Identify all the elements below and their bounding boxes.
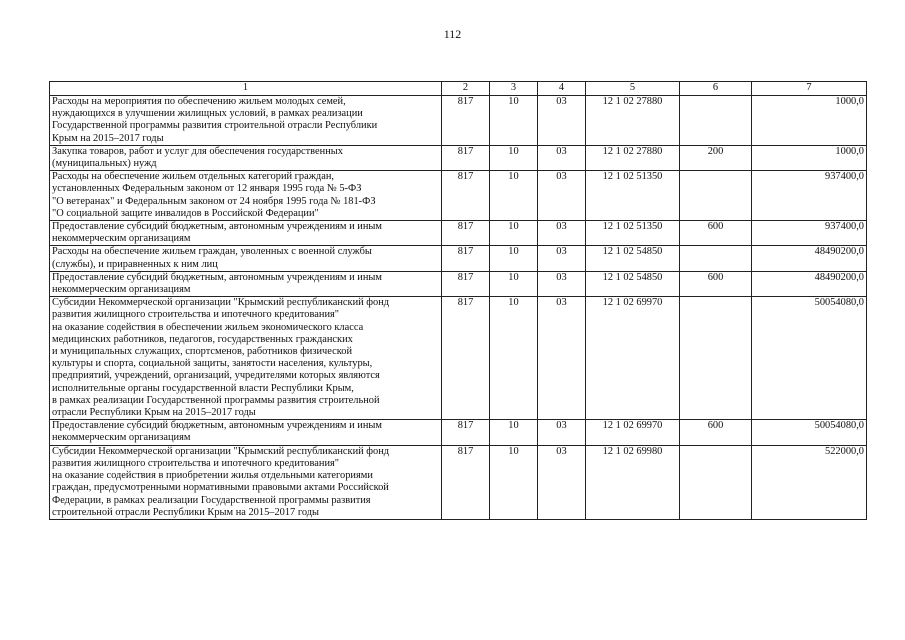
table-row xyxy=(50,221,867,246)
row-vr: 600 xyxy=(680,420,752,445)
row-csr: 12 1 02 69970 xyxy=(586,420,680,445)
row-sum: 50054080,0 xyxy=(752,420,867,445)
table-row xyxy=(50,96,867,146)
row-pr: 03 xyxy=(538,145,586,170)
row-rz: 10 xyxy=(490,145,538,170)
budget-table xyxy=(49,81,867,520)
header-col-1: 1 xyxy=(50,82,442,96)
row-grbs: 817 xyxy=(442,246,490,271)
row-name: Закупка товаров, работ и услуг для обеспечения государственных (муниципальных) нужд xyxy=(50,145,442,170)
row-sum: 48490200,0 xyxy=(752,271,867,296)
row-grbs: 817 xyxy=(442,96,490,146)
row-pr: 03 xyxy=(538,271,586,296)
row-grbs: 817 xyxy=(442,297,490,420)
row-sum: 1000,0 xyxy=(752,96,867,146)
row-rz: 10 xyxy=(490,171,538,221)
header-col-3: 3 xyxy=(490,82,538,96)
row-pr: 03 xyxy=(538,420,586,445)
row-vr: 600 xyxy=(680,271,752,296)
row-sum: 50054080,0 xyxy=(752,297,867,420)
row-pr: 03 xyxy=(538,221,586,246)
row-csr: 12 1 02 69970 xyxy=(586,297,680,420)
table-row xyxy=(50,171,867,221)
header-col-7: 7 xyxy=(752,82,867,96)
row-grbs: 817 xyxy=(442,420,490,445)
row-rz: 10 xyxy=(490,445,538,519)
header-col-5: 5 xyxy=(586,82,680,96)
row-sum: 1000,0 xyxy=(752,145,867,170)
row-sum: 522000,0 xyxy=(752,445,867,519)
row-pr: 03 xyxy=(538,96,586,146)
table-row xyxy=(50,271,867,296)
row-csr: 12 1 02 51350 xyxy=(586,171,680,221)
row-grbs: 817 xyxy=(442,445,490,519)
row-rz: 10 xyxy=(490,221,538,246)
row-rz: 10 xyxy=(490,271,538,296)
row-sum: 937400,0 xyxy=(752,221,867,246)
row-grbs: 817 xyxy=(442,171,490,221)
row-sum: 937400,0 xyxy=(752,171,867,221)
row-name: Расходы на обеспечение жильем граждан, уволенных с военной службы (службы), и приравненных к ним лиц xyxy=(50,246,442,271)
table-row xyxy=(50,420,867,445)
row-grbs: 817 xyxy=(442,221,490,246)
row-csr: 12 1 02 27880 xyxy=(586,96,680,146)
row-vr: 600 xyxy=(680,221,752,246)
row-name: Расходы на мероприятия по обеспечению жильем молодых семей, нуждающихся в улучшении жилищных условий, в рамках реализации Государственной программы развития строительной отрасли Республики Крым на 2015–2017 годы xyxy=(50,96,442,146)
row-name: Субсидии Некоммерческой организации "Крымский республиканский фонд развития жилищного строительства и ипотечного кредитования" на оказание содействия в обеспечении жильем экономического класса медицинских работников, педагогов, государственных гражданских и муниципальных служащих, спортсменов, работников физической культуры и спорта, социальной защиты, занятости населения, культуры, предприятий, учреждений, организаций, учредителями которых являются исполнительные органы государственной власти Республики Крым, в рамках реализации Государственной программы развития строительной отрасли Республики Крым на 2015–2017 годы xyxy=(50,297,442,420)
row-csr: 12 1 02 54850 xyxy=(586,246,680,271)
row-pr: 03 xyxy=(538,171,586,221)
table-row xyxy=(50,145,867,170)
table-row xyxy=(50,246,867,271)
row-pr: 03 xyxy=(538,297,586,420)
row-csr: 12 1 02 54850 xyxy=(586,271,680,296)
row-rz: 10 xyxy=(490,246,538,271)
table-row xyxy=(50,445,867,519)
row-csr: 12 1 02 69980 xyxy=(586,445,680,519)
header-row xyxy=(50,82,867,96)
row-name: Субсидии Некоммерческой организации "Крымский республиканский фонд развития жилищного строительства и ипотечного кредитования" на оказание содействия в приобретении жилья отдельными категориями граждан, предусмотренными нормативными правовыми актами Российской Федерации, в рамках реализации Государственной программы развития строительной отрасли Республики Крым на 2015–2017 годы xyxy=(50,445,442,519)
table-row xyxy=(50,297,867,420)
header-col-6: 6 xyxy=(680,82,752,96)
row-vr xyxy=(680,96,752,146)
row-vr xyxy=(680,445,752,519)
row-rz: 10 xyxy=(490,420,538,445)
row-vr xyxy=(680,246,752,271)
row-sum: 48490200,0 xyxy=(752,246,867,271)
row-vr xyxy=(680,297,752,420)
row-pr: 03 xyxy=(538,445,586,519)
row-vr: 200 xyxy=(680,145,752,170)
row-grbs: 817 xyxy=(442,271,490,296)
header-col-2: 2 xyxy=(442,82,490,96)
row-pr: 03 xyxy=(538,246,586,271)
header-col-4: 4 xyxy=(538,82,586,96)
row-name: Предоставление субсидий бюджетным, автономным учреждениям и иным некоммерческим организациям xyxy=(50,271,442,296)
row-name: Расходы на обеспечение жильем отдельных категорий граждан, установленных Федеральным законом от 12 января 1995 года № 5-ФЗ "О ветеранах" и Федеральным законом от 24 ноября 1995 года № 181-ФЗ "О социальной защите инвалидов в Российской Федерации" xyxy=(50,171,442,221)
row-rz: 10 xyxy=(490,96,538,146)
row-vr xyxy=(680,171,752,221)
row-grbs: 817 xyxy=(442,145,490,170)
row-csr: 12 1 02 27880 xyxy=(586,145,680,170)
row-name: Предоставление субсидий бюджетным, автономным учреждениям и иным некоммерческим организациям xyxy=(50,221,442,246)
row-csr: 12 1 02 51350 xyxy=(586,221,680,246)
row-rz: 10 xyxy=(490,297,538,420)
page-number: 112 xyxy=(443,27,462,41)
row-name: Предоставление субсидий бюджетным, автономным учреждениям и иным некоммерческим организациям xyxy=(50,420,442,445)
